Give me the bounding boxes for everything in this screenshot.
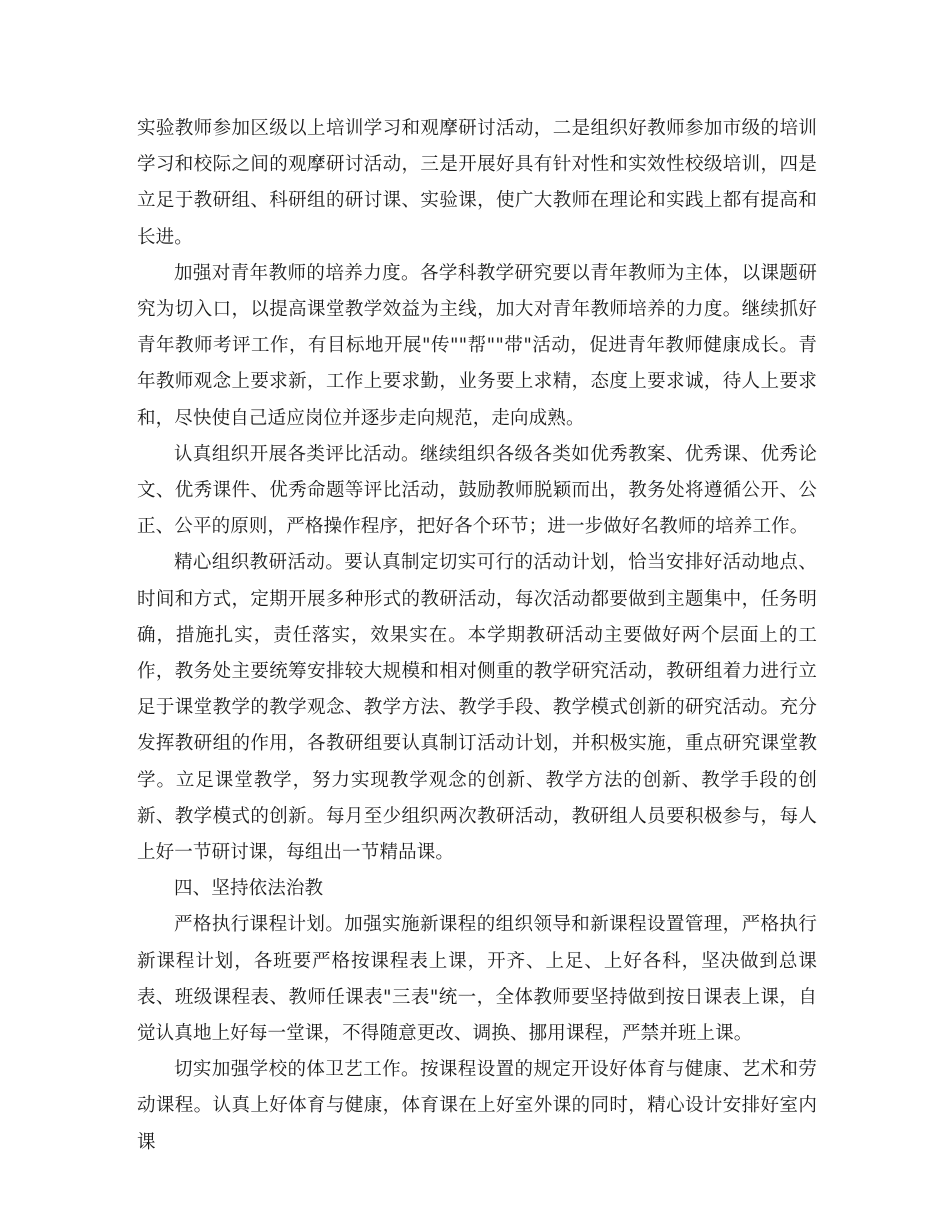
section-heading: 四、坚持依法治教 — [174, 878, 324, 900]
paragraph: 加强对青年教师的培养力度。各学科教学研究要以青年教师为主体，以课题研究为切入口，以提高课堂教学效益为主线，加大对青年教师培养的力度。继续抓好青年教师考评工作，有目标地开展"传""帮""带"活动，促进青年教师健康成长。青年教师观念上要求新，工作上要求勤，业务要上求精，态度上要求诚，待人上要求和，尽快使自己适应岗位并逐步走向规范，走向成熟。 — [137, 262, 817, 429]
document-body — [137, 111, 817, 1161]
paragraph: 切实加强学校的体卫艺工作。按课程设置的规定开设好体育与健康、艺术和劳动课程。认真上好体育与健康，体育课在上好室外课的同时，精心设计安排好室内课 — [137, 1059, 817, 1153]
paragraph: 认真组织开展各类评比活动。继续组织各级各类如优秀教案、优秀课、优秀论文、优秀课件、优秀命题等评比活动，鼓励教师脱颖而出，教务处将遵循公开、公正、公平的原则，严格操作程序，把好各个环节；进一步做好名教师的培养工作。 — [137, 443, 817, 538]
paragraph: 实验教师参加区级以上培训学习和观摩研讨活动，二是组织好教师参加市级的培训学习和校际之间的观摩研讨活动，三是开展好具有针对性和实效性校级培训，四是立足于教研组、科研组的研讨课、实验课，使广大教师在理论和实践上都有提高和长进。 — [137, 118, 817, 248]
paragraph: 精心组织教研活动。要认真制定切实可行的活动计划，恰当安排好活动地点、时间和方式，定期开展多种形式的教研活动，每次活动都要做到主题集中，任务明确，措施扎实，责任落实，效果实在。本学期教研活动主要做好两个层面上的工作，教务处主要统筹安排较大规模和相对侧重的教学研究活动，教研组着力进行立足于课堂教学的教学观念、教学方法、教学手段、教学模式创新的研究活动。充分发挥教研组的作用，各教研组要认真制订活动计划，并积极实施，重点研究课堂教学。立足课堂教学，努力实现教学观念的创新、教学方法的创新、教学手段的创新、教学模式的创新。每月至少组织两次教研活动，教研组人员要积极参与，每人上好一节研讨课，每组出一节精品课。 — [137, 552, 817, 864]
paragraph: 严格执行课程计划。加强实施新课程的组织领导和新课程设置管理，严格执行新课程计划，各班要严格按课程表上课，开齐、上足、上好各科，坚决做到总课表、班级课程表、教师任课表"三表"统一，全体教师要坚持做到按日课表上课，自觉认真地上好每一堂课，不得随意更改、调换、挪用课程，严禁并班上课。 — [137, 914, 817, 1045]
